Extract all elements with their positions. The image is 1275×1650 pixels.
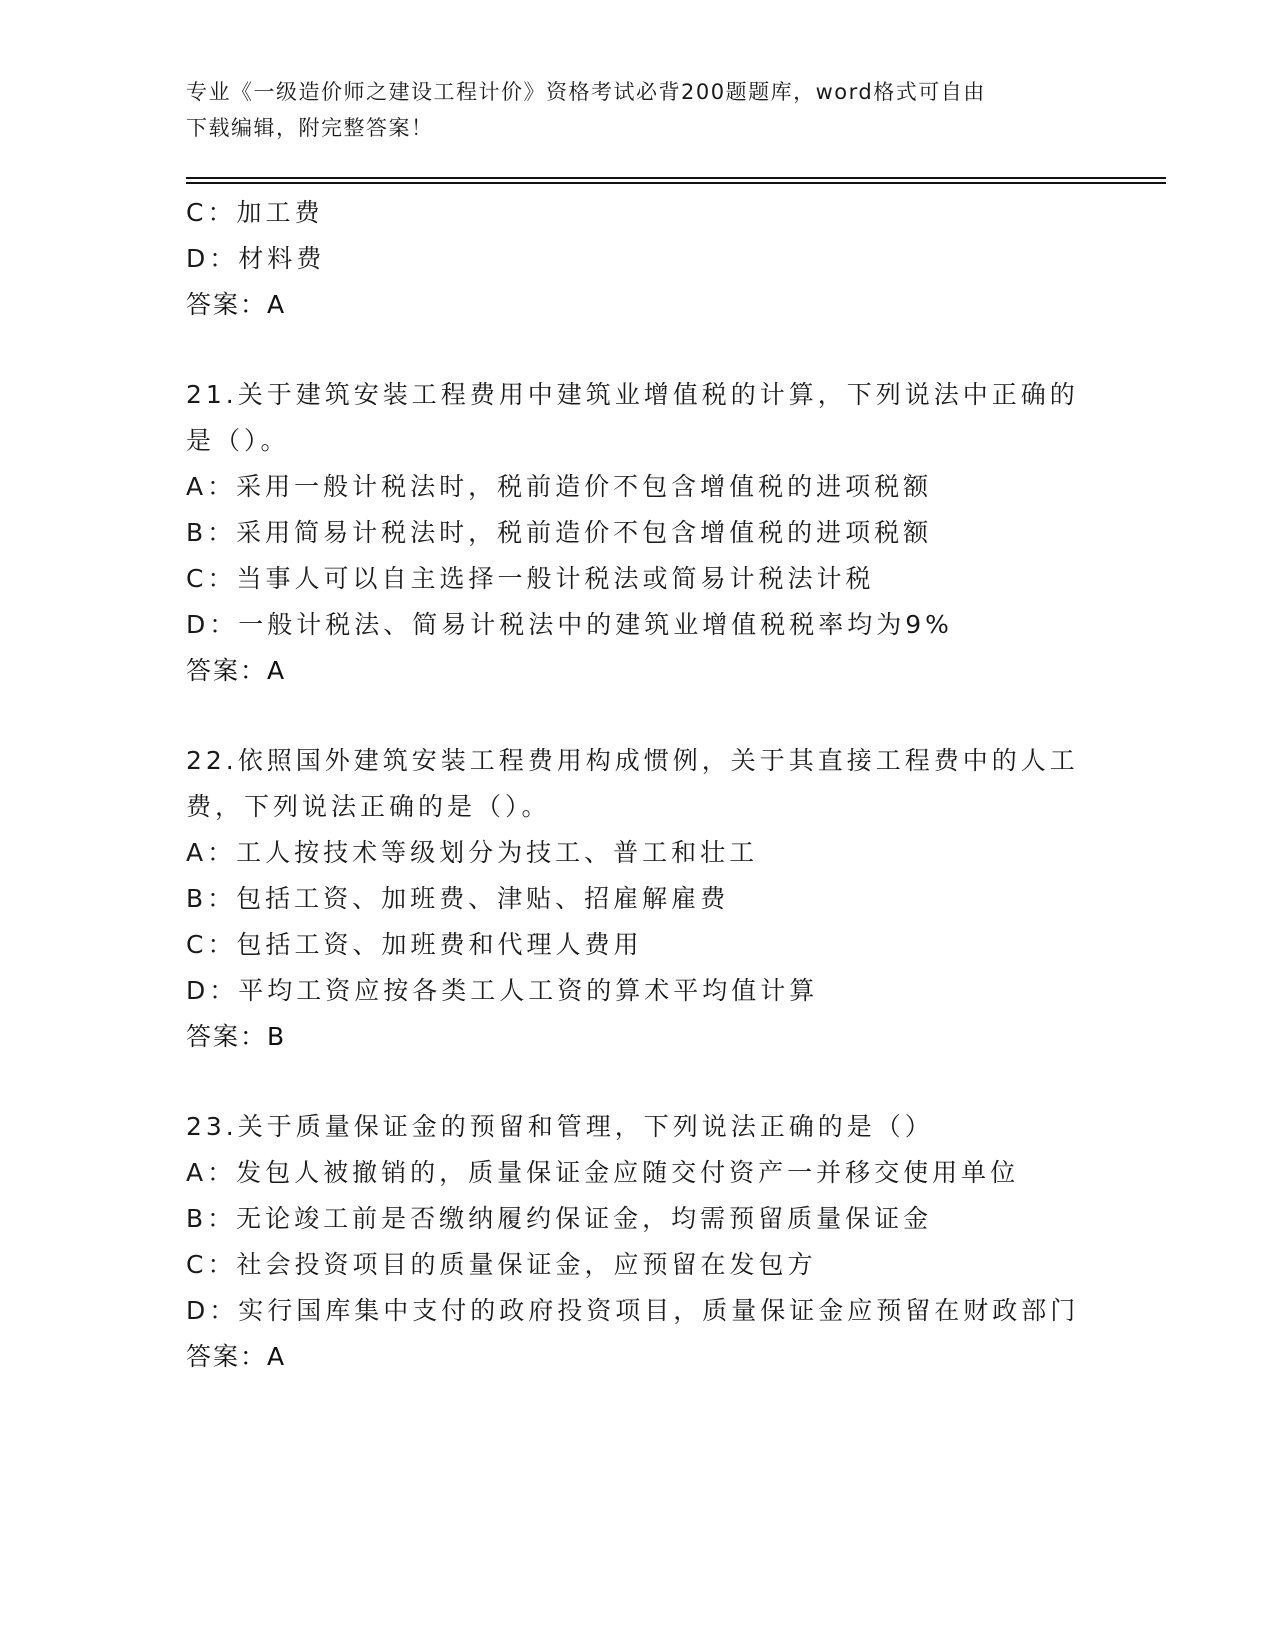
document-header (186, 74, 1086, 146)
question-23 (186, 1104, 1086, 1380)
option-c: C：当事人可以自主选择一般计税法或简易计税法计税 (186, 564, 875, 593)
option-d: D：实行国库集中支付的政府投资项目，质量保证金应预留在财政部门 (186, 1296, 1080, 1325)
previous-question-tail (186, 190, 1086, 328)
question-stem-continued: 费，下列说法正确的是（）。 (186, 792, 551, 821)
option-c: C：包括工资、加班费和代理人费用 (186, 930, 643, 959)
answer-line: 答案：A (186, 656, 287, 685)
option-c: C：社会投资项目的质量保证金，应预留在发包方 (186, 1250, 817, 1279)
question-stem: 22.依照国外建筑安装工程费用构成惯例，关于其直接工程费中的人工 (186, 746, 1079, 775)
question-stem-continued: 是（）。 (186, 426, 290, 455)
option-a: A：发包人被撤销的，质量保证金应随交付资产一并移交使用单位 (186, 1158, 1020, 1187)
option-a: A：采用一般计税法时，税前造价不包含增值税的进项税额 (186, 472, 933, 501)
header-divider-top (186, 177, 1166, 179)
answer-line: 答案：B (186, 1022, 287, 1051)
option-a: A：工人按技术等级划分为技工、普工和壮工 (186, 838, 759, 867)
question-22 (186, 738, 1086, 1060)
option-d: D：平均工资应按各类工人工资的算术平均值计算 (186, 976, 819, 1005)
header-line-1: 专业《一级造价师之建设工程计价》资格考试必背200题题库，word格式可自由 (186, 80, 986, 104)
option-b: B：无论竣工前是否缴纳履约保证金，均需预留质量保证金 (186, 1204, 933, 1233)
option-b: B：采用简易计税法时，税前造价不包含增值税的进项税额 (186, 518, 933, 547)
option-c: C：加工费 (186, 198, 324, 227)
header-divider-bottom (186, 182, 1166, 184)
question-stem: 23.关于质量保证金的预留和管理，下列说法正确的是（） (186, 1112, 934, 1141)
question-content (186, 190, 1086, 1380)
question-21 (186, 372, 1086, 694)
answer-line: 答案：A (186, 290, 287, 319)
option-d: D：材料费 (186, 244, 326, 273)
answer-line: 答案：A (186, 1342, 287, 1371)
question-stem: 21.关于建筑安装工程费用中建筑业增值税的计算，下列说法中正确的 (186, 380, 1079, 409)
header-line-2: 下载编辑，附完整答案！ (186, 116, 434, 140)
option-b: B：包括工资、加班费、津贴、招雇解雇费 (186, 884, 730, 913)
option-d: D：一般计税法、简易计税法中的建筑业增值税税率均为9% (186, 610, 953, 639)
